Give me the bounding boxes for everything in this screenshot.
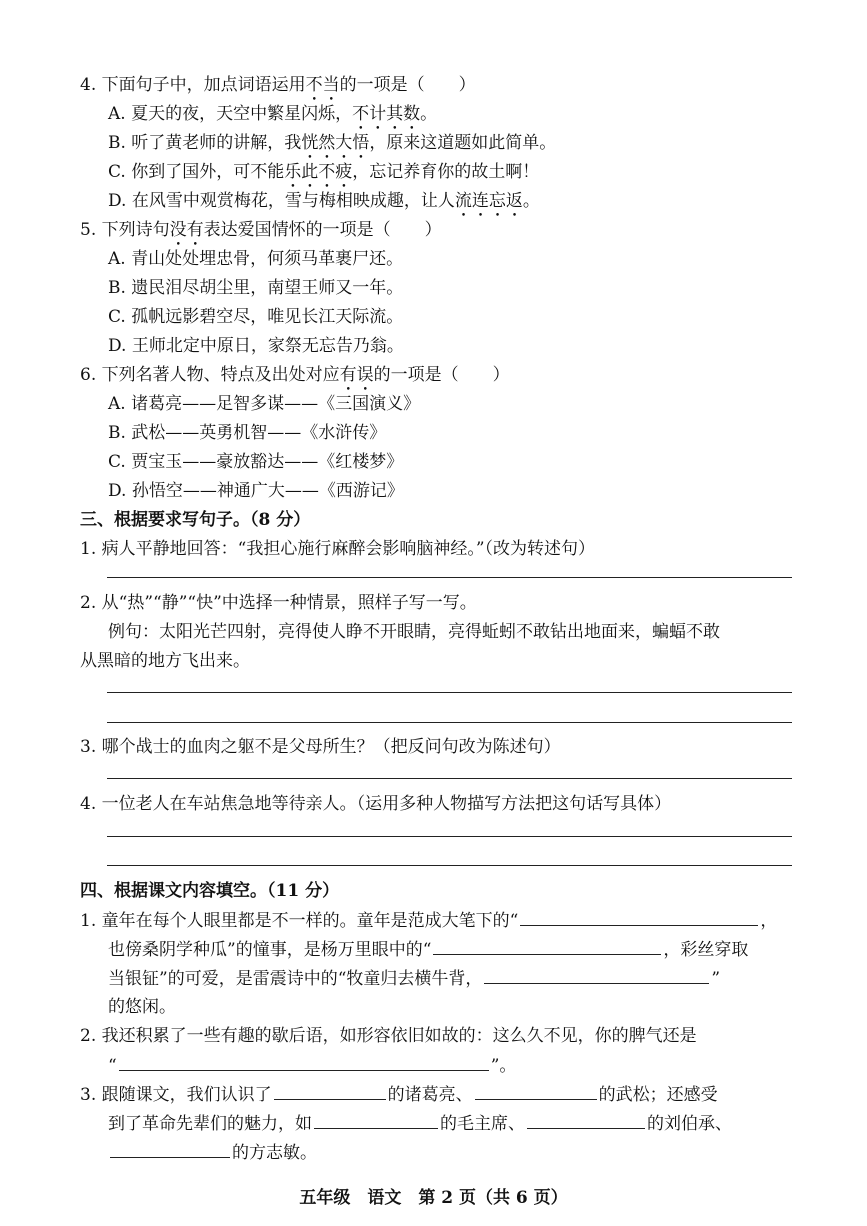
text: 3. 跟随课文，我们认识了 [80, 1085, 272, 1105]
text: 也傍桑阴学种瓜”的憧事，是杨万里眼中的“ [108, 940, 432, 960]
q4-stem-text: 4. 下面句子中，加点词语运用 [80, 75, 306, 95]
q4-emphasis: 不当 [305, 75, 340, 95]
fill-blank[interactable] [520, 909, 758, 926]
q4-option-d[interactable] [108, 190, 540, 221]
answer-line[interactable] [107, 865, 792, 866]
q5-option-b[interactable]: B. 遗民泪尽胡尘里，南望王师又一年。 [108, 278, 404, 298]
text: 当银钲”的可爱，是雷震诗中的“牧童归去横牛背， [108, 969, 483, 989]
q6-option-a[interactable]: A. 诸葛亮——足智多谋——《三国演义》 [108, 394, 421, 414]
option-text: C. 你到了国外，可不能 [108, 162, 285, 182]
q5-option-a[interactable]: A. 青山处处埋忠骨，何须马革裹尸还。 [108, 249, 404, 269]
answer-line[interactable] [107, 577, 792, 578]
text: 的武松；还感受 [598, 1085, 718, 1105]
fill-blank[interactable] [314, 1112, 438, 1129]
sec4-q1-line3 [108, 967, 720, 990]
q6-emphasis: 有误 [339, 365, 374, 385]
sec3-question-3: 3. 哪个战士的血肉之躯不是父母所生？（把反问句改为陈述句） [80, 737, 561, 757]
question-4-stem [80, 74, 476, 105]
sec4-q1-line1 [80, 909, 777, 932]
text: 的方志敏。 [232, 1143, 317, 1163]
option-text: A. 夏天的夜，天空中繁星闪烁， [108, 104, 353, 124]
section-4-title: 四、根据课文内容填空。（11 分） [80, 881, 340, 901]
q6-stem-text: 6. 下列名著人物、特点及出处对应 [80, 365, 340, 385]
question-6-stem [80, 364, 510, 395]
dotted-phrase: 不计其数 [352, 104, 421, 124]
q4-option-a[interactable] [108, 103, 437, 134]
q5-option-d[interactable]: D. 王师北定中原日，家祭无忘告乃翁。 [108, 336, 404, 356]
sec3-q2-example-cont: 从黑暗的地方飞出来。 [80, 651, 250, 671]
sec3-question-2: 2. 从“热”“静”“快”中选择一种情景，照样子写一写。 [80, 593, 477, 613]
fill-blank[interactable] [274, 1083, 386, 1100]
answer-line[interactable] [107, 722, 792, 723]
q4-stem-tail: 的一项是（ ） [339, 75, 476, 95]
option-text: D. 在风雪中观赏梅花，雪与梅相映成趣，让人 [108, 191, 455, 211]
sec3-q2-example: 例句：太阳光芒四射，亮得使人睁不开眼睛，亮得蚯蚓不敢钻出地面来，蝙蝠不敢 [108, 622, 720, 642]
text: 的刘伯承、 [647, 1114, 732, 1134]
sec4-q1-line4: 的悠闲。 [108, 997, 176, 1017]
fill-blank[interactable] [475, 1083, 597, 1100]
text: 1. 童年在每个人眼里都是不一样的。童年是范成大笔下的“ [80, 911, 519, 931]
text: ，彩丝穿取 [663, 940, 749, 960]
dotted-phrase: 流连忘返 [454, 191, 523, 211]
section-3-title: 三、根据要求写句子。（8 分） [80, 510, 311, 530]
q5-emphasis: 没有 [169, 220, 204, 240]
dotted-phrase: 乐此不疲 [284, 162, 353, 182]
page-footer: 五年级 语文 第 2 页（共 6 页） [299, 1188, 568, 1208]
text: “ [108, 1056, 117, 1076]
text: ， [760, 911, 778, 931]
fill-blank[interactable] [527, 1112, 645, 1129]
question-5-stem [80, 219, 442, 250]
text: 到了革命先辈们的魅力，如 [108, 1114, 312, 1134]
sec4-q2-line1: 2. 我还积累了一些有趣的歇后语，如形容依旧如故的：这么久不见，你的脾气还是 [80, 1026, 697, 1046]
q4-option-b[interactable] [108, 132, 556, 163]
q6-option-b[interactable]: B. 武松——英勇机智——《水浒传》 [108, 423, 387, 443]
text: 的毛主席、 [440, 1114, 525, 1134]
text: 的诸葛亮、 [387, 1085, 473, 1105]
q5-stem-text: 5. 下列诗句 [80, 220, 170, 240]
q6-option-d[interactable]: D. 孙悟空——神通广大——《西游记》 [108, 481, 404, 501]
fill-blank[interactable] [433, 938, 661, 955]
sec4-q3-line2 [108, 1112, 732, 1135]
sec3-question-4: 4. 一位老人在车站焦急地等待亲人。（运用多种人物描写方法把这句话写具体） [80, 794, 672, 814]
text: ”。 [490, 1056, 517, 1076]
option-text: 。 [420, 104, 438, 124]
fill-blank[interactable] [484, 967, 709, 984]
q5-option-c[interactable]: C. 孤帆远影碧空尽，唯见长江天际流。 [108, 307, 404, 327]
q4-option-c[interactable] [108, 161, 539, 192]
option-text: ，忘记养育你的故土啊！ [352, 162, 540, 182]
sec3-question-1: 1. 病人平静地回答：“我担心施行麻醉会影响脑神经。”（改为转述句） [80, 539, 596, 559]
option-text: ，原来这道题如此简单。 [369, 133, 557, 153]
q5-stem-tail: 表达爱国情怀的一项是（ ） [203, 220, 442, 240]
q6-option-c[interactable]: C. 贾宝玉——豪放豁达——《红楼梦》 [108, 452, 404, 472]
sec4-q1-line2 [108, 938, 748, 961]
text: ” [711, 969, 721, 989]
option-text: B. 听了黄老师的讲解，我 [108, 133, 302, 153]
dotted-phrase: 恍然大悟 [301, 133, 370, 153]
fill-blank[interactable] [110, 1141, 230, 1158]
sec4-q3-line3 [108, 1141, 317, 1164]
answer-line[interactable] [107, 836, 792, 837]
sec4-q3-line1 [80, 1083, 718, 1106]
fill-blank[interactable] [119, 1054, 489, 1071]
sec4-q2-line2 [108, 1054, 516, 1077]
answer-line[interactable] [107, 778, 792, 779]
q6-stem-tail: 的一项是（ ） [373, 365, 510, 385]
option-text: 。 [522, 191, 540, 211]
answer-line[interactable] [107, 692, 792, 693]
